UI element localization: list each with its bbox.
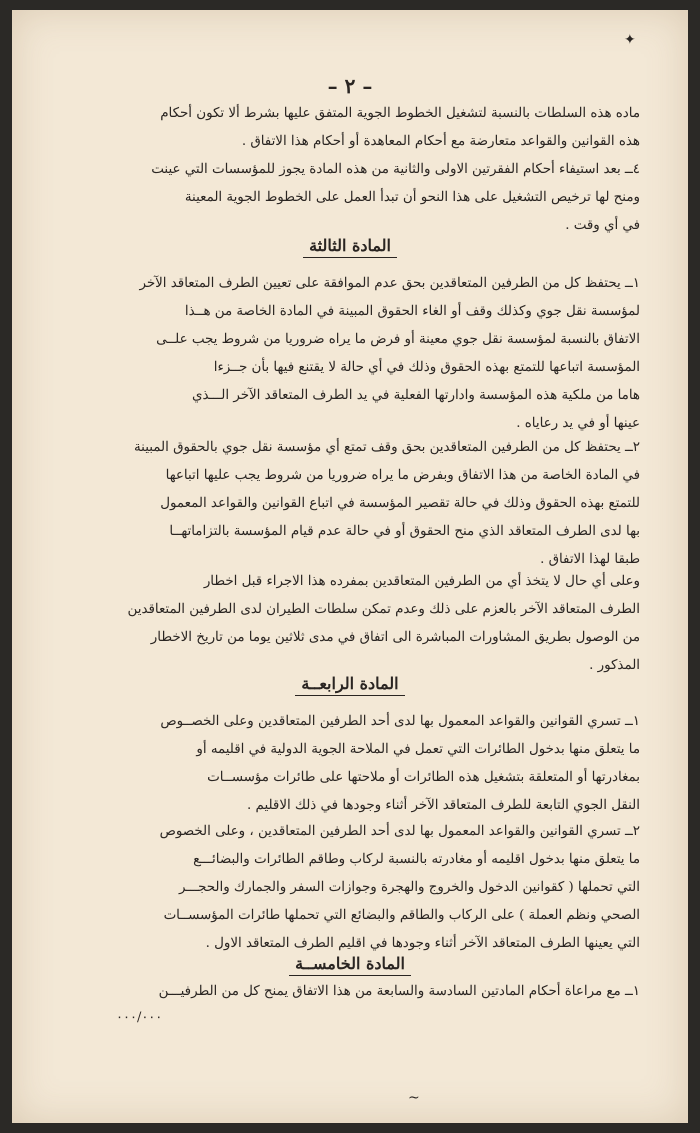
article-3-paragraph-2 (94, 434, 640, 574)
ink-mark: ~ (408, 1090, 420, 1106)
text-line: عينها أو في يد رعاياه . (516, 416, 640, 431)
article-5-paragraph-1 (94, 978, 640, 1006)
text-line: التي يعينها الطرف المتعاقد الآخر أثناء وجودها في اقليم الطرف المتعاقد الاول . (205, 936, 640, 951)
text-line: ١ــ تسري القوانين والقواعد المعمول بها لدى أحد الطرفين المتعاقدين وعلى الخصــوص (160, 714, 640, 729)
text-line: ١ــ مع مراعاة أحكام المادتين السادسة والسابعة من هذا الاتفاق يمنح كل من الطرفيـــن (158, 984, 640, 999)
text-line: ١ــ يحتفظ كل من الطرفين المتعاقدين بحق عدم الموافقة على تعيين الطرف المتعاقد الآخر (139, 276, 640, 291)
text-line: الاتفاق بالنسبة لمؤسسة نقل جوي معينة أو فرض ما يراه ضروريا من شروط يجب علــى (156, 332, 640, 347)
document-page (12, 10, 688, 1123)
article-5-title: المادة الخامســة (289, 954, 411, 976)
article-3-title: المادة الثالثة (303, 236, 397, 258)
text-line: بها لدى الطرف المتعاقد الذي منح الحقوق أو في حالة عدم قيام المؤسسة بالتزاماتهــا (169, 524, 640, 539)
text-line: الصحي ونظم العملة ) على الركاب والطاقم والبضائع التي تحملها طائرات المؤسســات (163, 908, 640, 923)
text-line: المؤسسة اتباعها للتمتع بهذه الحقوق وذلك في أي حالة لا يقتنع فيها بأن جــزءا (213, 360, 640, 375)
text-line: ماده هذه السلطات بالنسبة لتشغيل الخطوط الجوية المتفق عليها بشرط ألا تكون أحكام (160, 106, 640, 121)
text-line: في المادة الخاصة من هذا الاتفاق وبفرض ما يراه ضروريا من شروط يجب عليها اتباعها (165, 468, 640, 483)
text-line: ومنح لها ترخيص التشغيل على هذا النحو أن تبدأ العمل على الخطوط الجوية المعينة (184, 190, 640, 205)
article-5-heading (12, 954, 688, 973)
continuation-marker: ٠٠٠/٠٠٠ (116, 1010, 163, 1025)
text-line: النقل الجوي التابعة للطرف المتعاقد الآخر أثناء وجودها في ذلك الاقليم . (247, 798, 640, 813)
text-line: من الوصول بطريق المشاورات المباشرة الى اتفاق في مدى ثلاثين يوما من تاريخ الاخطار (150, 630, 640, 645)
page-number: – ٢ – (327, 74, 373, 98)
text-line: هذه القوانين والقواعد متعارضة مع أحكام المعاهدة أو أحكام هذا الاتفاق . (241, 134, 640, 149)
article-4-title: المادة الرابعــة (295, 674, 404, 696)
text-line: لمؤسسة نقل جوي وكذلك وقف أو الغاء الحقوق المبينة في المادة الخاصة من هــذا (184, 304, 640, 319)
text-line: ٢ــ يحتفظ كل من الطرفين المتعاقدين بحق وقف تمتع أي مؤسسة نقل جوي بالحقوق المبينة (133, 440, 640, 455)
text-line: التي تحملها ( كقوانين الدخول والخروج والهجرة وجوازات السفر والجمارك والحجـــر (178, 880, 640, 895)
text-line: ما يتعلق منها بدخول اقليمه أو مغادرته بالنسبة لركاب وطاقم الطائرات والبضائـــع (193, 852, 640, 867)
text-line: ٢ــ تسري القوانين والقواعد المعمول بها لدى أحد الطرفين المتعاقدين ، وعلى الخصوص (159, 824, 640, 839)
article-3-paragraph-1 (94, 270, 640, 438)
text-line: الطرف المتعاقد الآخر بالعزم على ذلك وعدم تمكن سلطات الطيران لدى الطرفين المتعاقدين (127, 602, 640, 617)
ink-mark: ✦ (624, 32, 636, 48)
article-3-heading (12, 236, 688, 255)
article-3-paragraph-3 (94, 568, 640, 680)
article-4-paragraph-2 (94, 818, 640, 958)
text-line: ٤ــ بعد استيفاء أحكام الفقرتين الاولى والثانية من هذه المادة يجوز للمؤسسات التي عينت (151, 162, 640, 177)
text-line: طبقا لهذا الاتفاق . (540, 552, 640, 567)
text-line: ما يتعلق منها بدخول الطائرات التي تعمل في الملاحة الجوية الدولية في اقليمه أو (196, 742, 640, 757)
text-line: وعلى أي حال لا يتخذ أي من الطرفين المتعاقدين بمفرده هذا الاجراء قبل اخطار (203, 574, 640, 589)
article-4-heading (12, 674, 688, 693)
text-line: هاما من ملكية هذه المؤسسة وادارتها الفعلية في يد الطرف المتعاقد الآخر الـــذي (192, 388, 640, 403)
text-line: للتمتع بهذه الحقوق وذلك في حالة تقصير المؤسسة في اتباع القوانين والقواعد المعمول (160, 496, 640, 511)
text-line: المذكور . (589, 658, 640, 673)
intro-paragraph (94, 100, 640, 240)
text-line: في أي وقت . (565, 218, 640, 233)
article-4-paragraph-1 (94, 708, 640, 820)
text-line: بمغادرتها أو المتعلقة بتشغيل هذه الطائرات أو ملاحتها على طائرات مؤسســات (207, 770, 640, 785)
